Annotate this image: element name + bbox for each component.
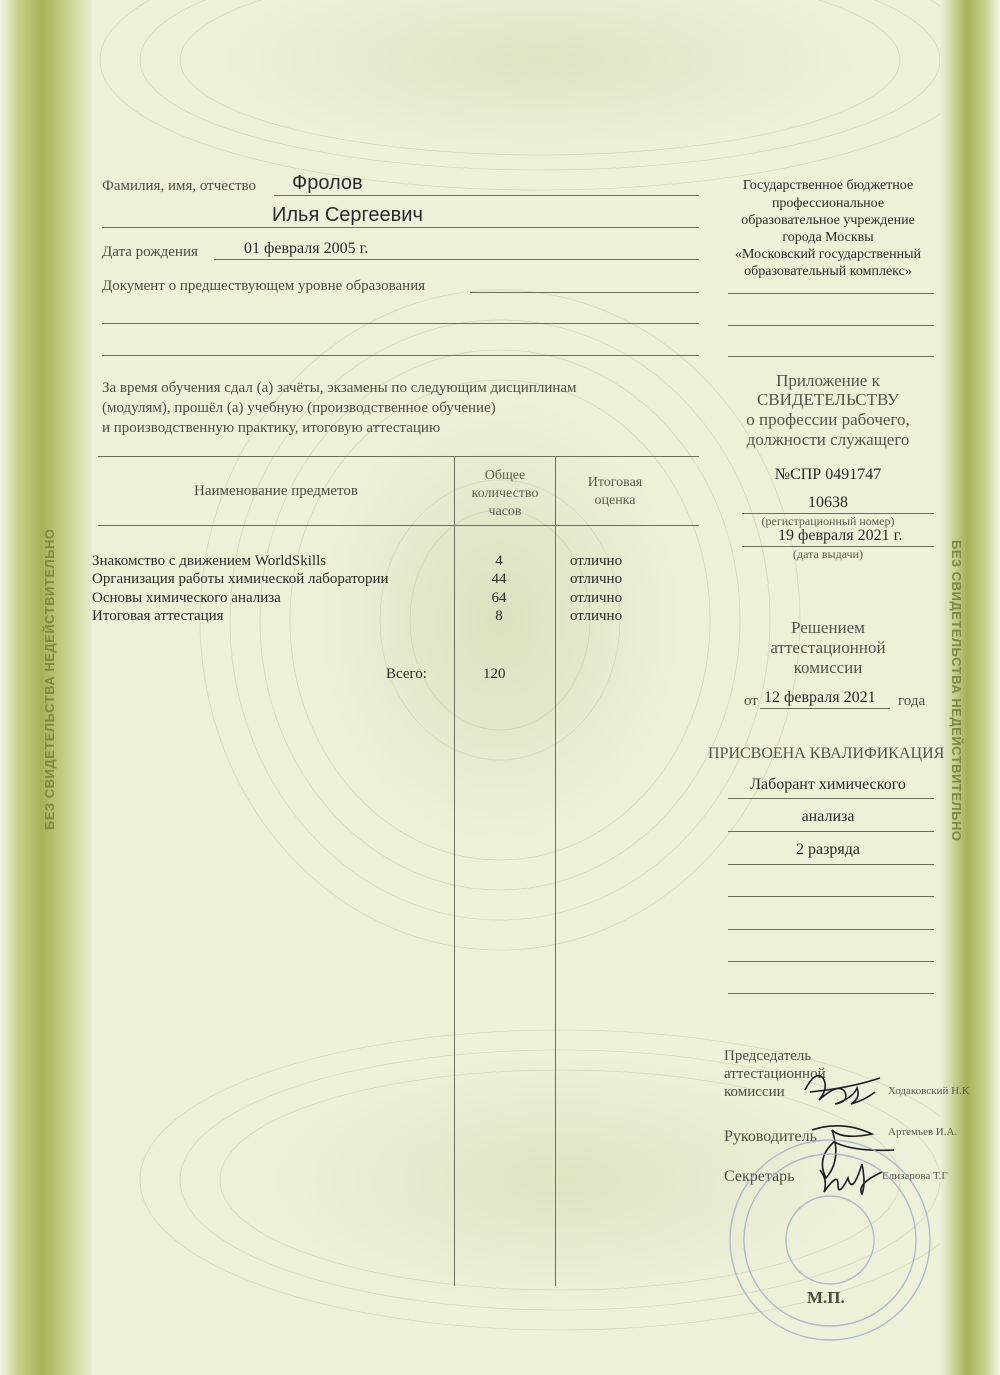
table-row-3-grade: отлично [570, 590, 623, 606]
prev-doc-label: Документ о предшествующем уровне образования [102, 278, 426, 294]
intro-line-1: За время обучения сдал (а) зачёты, экзамены по следующим дисциплинам [102, 380, 577, 396]
appendix-line-3: о профессии рабочего, [746, 410, 910, 429]
qualification-line-f [728, 961, 934, 962]
secretary-signature [820, 1164, 882, 1194]
dob-line [214, 259, 699, 260]
col-grade-header-1: Итоговая [587, 475, 643, 490]
stamp-place-label: М.П. [807, 1288, 845, 1307]
col-grade-header-2: оценка [594, 493, 636, 508]
table-top-line [98, 456, 699, 457]
qualification-line-b [728, 831, 934, 832]
table-row-3-subject: Основы химического анализа [92, 590, 281, 606]
col-hours-header-3: часов [488, 504, 522, 519]
table-row-1-subject: Знакомство с движением WorldSkills [92, 553, 327, 569]
col-hours-header-1: Общее [484, 468, 526, 483]
issue-date-caption: (дата выдачи) [793, 547, 863, 561]
chair-label-1: Председатель [724, 1048, 812, 1064]
secretary-label: Секретарь [724, 1168, 795, 1185]
table-row-4-grade: отлично [570, 608, 623, 624]
qualification-line-d [728, 896, 934, 897]
appendix-line-1: Приложение к [776, 371, 880, 390]
prev-doc-line-2 [102, 323, 699, 324]
table-row-1-hours: 4 [495, 553, 503, 569]
institution-line-4: города Москвы [782, 230, 874, 245]
appendix-line-4: должности служащего [746, 430, 910, 449]
institution-line-b [728, 325, 934, 326]
decision-date-line [760, 708, 890, 709]
col-subjects-header: Наименование предметов [194, 483, 358, 499]
secretary-name: Елизарова Т.Г [882, 1170, 948, 1182]
qualification-line-2: анализа [801, 808, 855, 825]
institution-line-2: профессиональное [771, 196, 885, 211]
col-hours-header-2: количество [471, 486, 539, 501]
head-signature [812, 1126, 894, 1178]
prev-doc-line-3 [102, 355, 699, 356]
dob-value: 01 февраля 2005 г. [244, 240, 369, 257]
right-border-text: БЕЗ СВИДЕТЕЛЬСТВА НЕДЕЙСТВИТЕЛЬНО [949, 540, 964, 842]
table-row-2-grade: отлично [570, 571, 623, 587]
table-row-4-subject: Итоговая аттестация [92, 608, 224, 624]
qualification-line-3: 2 разряда [795, 841, 861, 858]
signatures-and-stamp [700, 1040, 1000, 1370]
decision-year-label: года [898, 693, 926, 709]
total-value: 120 [483, 666, 506, 682]
institution-line-a [728, 293, 934, 294]
fio-label: Фамилия, имя, отчество [102, 178, 256, 194]
decision-line-2: аттестационной [770, 638, 886, 657]
table-row-3-hours: 64 [491, 590, 507, 606]
chair-label-2: аттестационной [724, 1066, 826, 1082]
prev-doc-line-1 [470, 292, 699, 293]
table-row-4-hours: 8 [495, 608, 503, 624]
table-row-2-subject: Организация работы химической лаборатории [92, 571, 389, 587]
table-col-divider-2 [555, 456, 556, 1286]
certificate-number: №СПР 0491747 [774, 466, 882, 483]
qualification-line-1: Лаборант химического [750, 776, 906, 793]
qualification-line-e [728, 929, 934, 930]
given-names-value: Илья Сергеевич [272, 204, 423, 226]
fio-line-1 [274, 195, 699, 196]
intro-line-3: и производственную практику, итоговую аттестацию [102, 420, 441, 436]
table-row-2-hours: 44 [491, 571, 507, 587]
surname-value: Фролов [292, 172, 363, 194]
intro-line-2: (модулям), прошёл (а) учебную (производственное обучение) [102, 400, 496, 416]
total-label: Всего: [386, 666, 427, 682]
head-name: Артемьев И.А. [888, 1126, 958, 1138]
decision-line-1: Решением [791, 618, 865, 637]
institution-line-6: образовательный комплекс» [744, 264, 912, 279]
table-row-1-grade: отлично [570, 553, 623, 569]
institution-line-c [728, 356, 934, 357]
qualification-label: ПРИСВОЕНА КВАЛИФИКАЦИЯ [708, 745, 945, 762]
dob-label: Дата рождения [102, 244, 198, 260]
institution-line-3: образовательное учреждение [741, 213, 915, 228]
qualification-line-c [728, 864, 934, 865]
qualification-line-a [728, 798, 934, 799]
institution-line-1: Государственное бюджетное [742, 178, 914, 193]
qualification-line-g [728, 993, 934, 994]
table-header-line [98, 525, 699, 526]
chair-name: Ходаковский Н.К [888, 1085, 970, 1097]
decision-date: 12 февраля 2021 [764, 689, 876, 706]
issue-date: 19 февраля 2021 г. [778, 527, 903, 544]
fio-line-2 [102, 227, 699, 228]
chair-signature [805, 1076, 880, 1104]
appendix-line-2: СВИДЕТЕЛЬСТВУ [756, 390, 900, 409]
decision-line-3: комиссии [793, 658, 863, 677]
chair-label-3: комиссии [724, 1084, 785, 1100]
decision-from-label: от [744, 693, 758, 709]
head-label: Руководитель [724, 1128, 817, 1145]
reg-number: 10638 [808, 494, 848, 511]
left-border-text: БЕЗ СВИДЕТЕЛЬСТВА НЕДЕЙСТВИТЕЛЬНО [42, 528, 57, 830]
official-stamp-circle [730, 1140, 930, 1340]
reg-number-caption: (регистрационный номер) [761, 514, 895, 528]
institution-line-5: «Московский государственный [735, 247, 921, 262]
